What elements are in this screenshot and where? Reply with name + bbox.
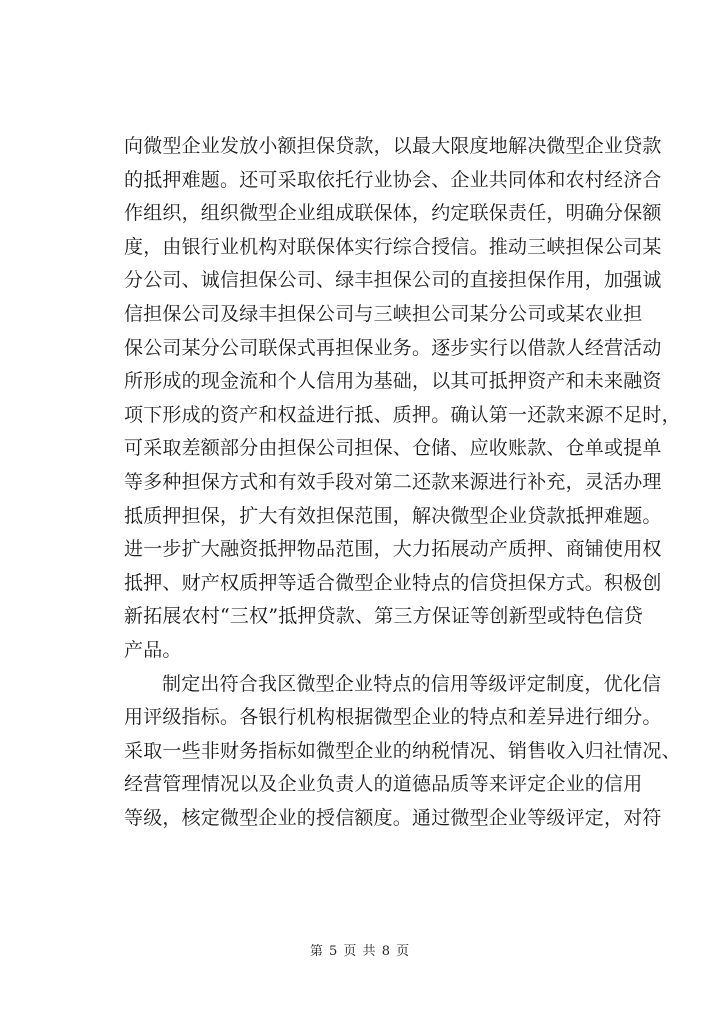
text-line: 分公司、诚信担保公司、绿丰担保公司的直接担保作用，加强诚 [124, 269, 662, 292]
text-line: 向微型企业发放小额担保贷款，以最大限度地解决微型企业贷款 [124, 135, 662, 157]
text-line: 信担保公司及绿丰担保公司与三峡担公司某分公司或某农业担 [124, 302, 643, 325]
text-line: 度，由银行业机构对联保体实行综合授信。推动三峡担保公司某 [124, 235, 662, 258]
text-line: 可采取差额部分由担保公司担保、仓储、应收账款、仓单或提单 [124, 437, 662, 460]
text-line: 等级，核定微型企业的授信额度。通过微型企业等级评定，对符 [124, 806, 662, 829]
text-line: 采取一些非财务指标如微型企业的纳税情况、销售收入归社情况、 [124, 739, 681, 762]
text-line: 经营管理情况以及企业负责人的道德品质等来评定企业的信用 [124, 773, 643, 796]
page-number-footer: 第 5 页 共 8 页 [309, 944, 411, 959]
text-line: 的抵押难题。还可采取依托行业协会、企业共同体和农村经济合 [124, 168, 662, 191]
text-line: 新拓展农村“三权”抵押贷款、第三方保证等创新型或特色信贷 [124, 605, 644, 628]
text-line: 作组织，组织微型企业组成联保体，约定联保责任，明确分保额 [124, 202, 662, 225]
text-line: 进一步扩大融资抵押物品范围，大力拓展动产质押、商铺使用权 [124, 538, 662, 561]
text-line: 产品。 [124, 638, 182, 661]
text-line: 抵押、财产权质押等适合微型企业特点的信贷担保方式。积极创 [124, 571, 662, 594]
paragraph-start-line: 制定出符合我区微型企业特点的信用等级评定制度，优化信 [162, 672, 662, 695]
text-line: 等多种担保方式和有效手段对第二还款来源进行补充，灵活办理 [124, 470, 662, 493]
text-line: 项下形成的资产和权益进行抵、质押。确认第一还款来源不足时， [124, 403, 681, 426]
text-line: 抵质押担保，扩大有效担保范围，解决微型企业贷款抵押难题。 [124, 504, 662, 527]
text-line: 所形成的现金流和个人信用为基础，以其可抵押资产和未来融资 [124, 370, 662, 393]
text-line: 保公司某分公司联保式再担保业务。逐步实行以借款人经营活动 [124, 336, 662, 359]
body-text [124, 130, 681, 835]
text-line: 用评级指标。各银行机构根据微型企业的特点和差异进行细分。 [124, 706, 662, 729]
